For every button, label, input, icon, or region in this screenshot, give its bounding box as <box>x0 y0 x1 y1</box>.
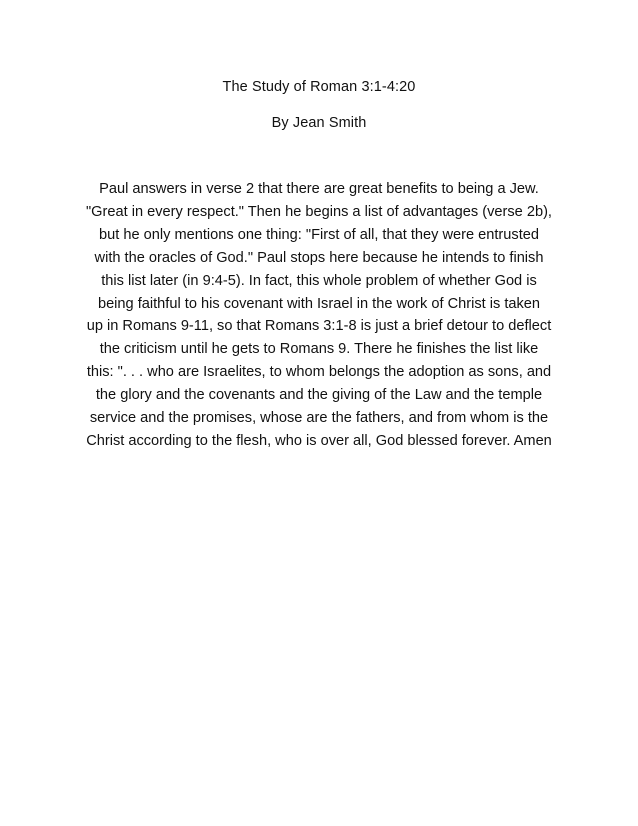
paragraph-line: this: ". . . who are Israelites, to whom belongs the adoption as sons, and <box>86 364 552 381</box>
paragraph-line: the glory and the covenants and the giving of the Law and the temple <box>95 387 543 404</box>
paragraph-line: but he only mentions one thing: "First of all, that they were entrusted <box>99 226 539 243</box>
paragraph-line: service and the promises, whose are the fathers, and from whom is the <box>89 410 549 427</box>
paragraph-line: with the oracles of God." Paul stops here because he intends to finish <box>94 249 544 266</box>
paragraph-line: Christ according to the flesh, who is over all, God blessed forever. Amen <box>86 432 552 449</box>
paragraph-line: being faithful to his covenant with Israel in the work of Christ is taken <box>97 295 541 312</box>
document-author: By Jean Smith <box>271 115 367 131</box>
document-title: The Study of Roman 3:1-4:20 <box>222 79 416 95</box>
paragraph-line: this list later (in 9:4-5). In fact, this whole problem of whether God is <box>101 272 537 289</box>
paragraph-line: up in Romans 9-11, so that Romans 3:1-8 is just a brief detour to deflect <box>86 318 552 335</box>
body-paragraph <box>66 178 572 453</box>
paragraph-line: Paul answers in verse 2 that there are great benefits to being a Jew. <box>99 181 539 197</box>
paragraph-line: "Great in every respect." Then he begins a list of advantages (verse 2b), <box>86 203 552 220</box>
paragraph-line: the criticism until he gets to Romans 9. There he finishes the list like <box>99 341 539 358</box>
